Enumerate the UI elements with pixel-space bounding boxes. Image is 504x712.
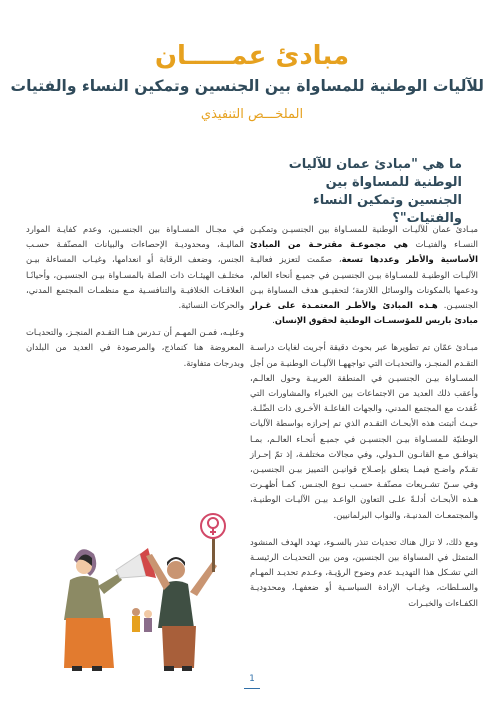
page-number-underline bbox=[244, 688, 260, 689]
women-activists-illustration bbox=[40, 500, 240, 680]
left-column bbox=[26, 222, 244, 383]
right-column bbox=[250, 222, 478, 623]
document-subtitle: للآليات الوطنية للمساواة بين الجنسين وتمكين النساء والفتيات bbox=[10, 77, 484, 95]
sign-man-figure bbox=[146, 536, 217, 671]
paragraph-challenges-continued: في مجـال المسـاواة بين الجنسـين، وعدم كفايـة الموارد الماليـة، ومحدوديـة الإحصاءات والبيانات المصنّفـة حسـب الجنس، وضعف الرقابة أو انعدامها، وغيـاب المساءلة بيـن مختلـف الهيئـات ذات الصلة بالمسـاواة بيـن الجنسيـن، وأحيانًـا العلاقـات الخلافيـة والتنافسـية مـع منظمـات المجتمع المدني، والحركات النسائية. bbox=[26, 224, 244, 311]
section-title: الملخـــص التنفيذي bbox=[200, 107, 304, 122]
paragraph-challenges: ومع ذلك، لا تزال هناك تحديات تنذر بالسـوء، تهدد الهدف المنشود المتمثل في المساواة بين الجنسين، ومن بين التحديـات الرئيسـة التي تشـكل هذا التهديـد عدم وضوح الرؤيـة، وعـدم تحديـد المهـام والسـلطات، وغيـاب الإرادة السياسـية أو ضعفهـا، ومحدوديـة الكفـاءات والخبـرات bbox=[250, 536, 478, 608]
document-title: مبادئ عمـــــان bbox=[154, 41, 350, 71]
question-heading: ما هي "مبادئ عمان للآليات الوطنية للمساواة بين الجنسين وتمكين النساء والفتيات"؟ bbox=[288, 157, 462, 226]
intro-text-b: ، صمّمت لتعزيز فعاليـة الآليـات الوطنيـة للمسـاواة بيـن الجنسيـن في جميـع أنحاء العالم، ودعمها بالمكونات والوسائل اللازمة؛ لتحقيـق هدف المساواة بيـن الجنسيـن. bbox=[250, 254, 478, 311]
female-symbol-icon bbox=[201, 514, 225, 538]
intro-bold-b: هـذه المبادئ والأطـر المعتمـدة على غـرار مبادئ باريس للمؤسسـات الوطنية لحقوق الإنسان bbox=[250, 300, 478, 326]
intro-text-a: مبـادئ عمان للآليـات الوطنية للمسـاواة بين الجنسيـن وتمكيـن النسـاء والفتيـات bbox=[250, 224, 478, 250]
intro-text-c: . bbox=[272, 315, 275, 326]
page-number: 1 bbox=[249, 674, 255, 684]
background-figures bbox=[132, 608, 152, 632]
paragraph-intro bbox=[250, 222, 478, 328]
paragraph-research: مبـادئ عمّان تم تطويرها عبر بحوث دقيقة أجريت لغايات دراسـة التقـدم المنجـز، والتحديـات التي تواجههـا الآليـات الوطنيـة من أجل المسـاواة بيـن الجنسيـن في المنطقة العربيـة وحول العالـم، وأعقب ذلك العديد من الاجتماعات بين الخبراء والمشاورات التي عُقدت مع المجتمع المدني، والجهات الفاعلـة الأخـرى ذات الصِّلـة. حيـث أثبتت هذه الأبحـاث التقـدم الذي تم إحرازه بواسطة الآليات الوطنيّة للمسـاواة بيـن الجنسيـن في جميـع أنحـاء العالـم، بمـا يتوافـق مـع القانـون الـدولي، وفي مجالات مختلفـة، إذ تمّ إحـراز تقـدّم واضـح فيمـا يتعلق بإصـلاح قوانيـن التمييز بيـن الجنسيـن، وفي سـنّ تشـريعات مصنّفـة حسـب نـوع الجنـس. كمـا أظهـرت هـذه الأبحـاث أدلـةً علـى التعاون الواعـد بيـن الآليـات الوطنيـة، والمجتمعـات المدنيـة، والنواب البرلمانيين. bbox=[250, 342, 478, 520]
intro-bold-a: هي مجموعـة مقترحـة من المبادئ الأساسية والأطر وعددها تسعة bbox=[250, 239, 478, 265]
paragraph-conclusion: وعليـه، فمـن المهـم أن تـدرس هنـا التقـدم المنجـز، والتحديـات المعروضة هنا كنماذج، والمرصودة في العديد من البلدان وبدرجات متفاوتة. bbox=[26, 327, 244, 368]
megaphone-woman-figure bbox=[64, 549, 122, 671]
